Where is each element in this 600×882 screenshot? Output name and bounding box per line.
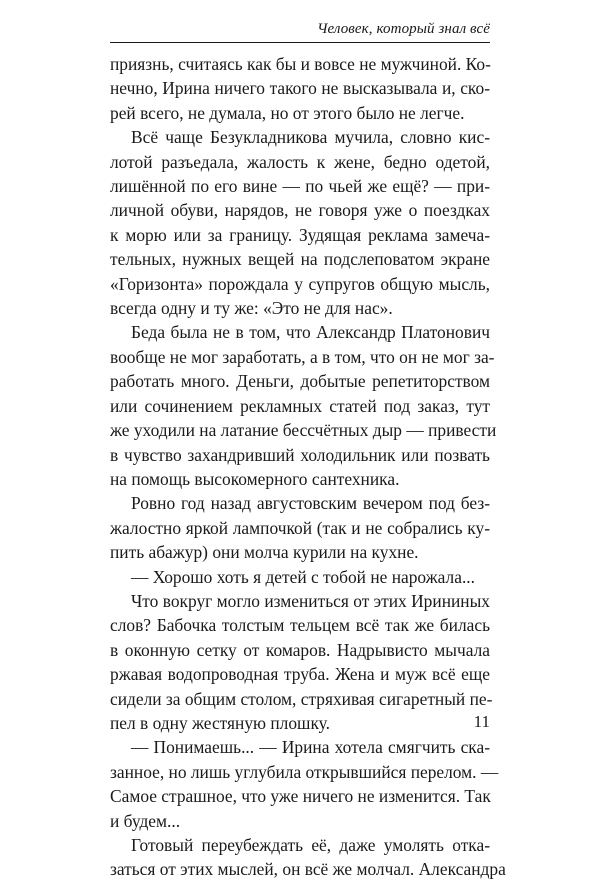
text-line: работать много. Деньги, добытые репетиторством bbox=[110, 371, 490, 392]
text-line: рей всего, не думала, но от этого было не легче. bbox=[110, 102, 465, 123]
paragraph bbox=[110, 320, 497, 491]
text-line: и будем... bbox=[110, 810, 181, 831]
text-line: Что вокруг могло измениться от этих Ирининых bbox=[131, 590, 490, 611]
paragraph bbox=[110, 52, 490, 125]
text-line: «Горизонта» порождала у супругов общую мысль, bbox=[110, 273, 490, 294]
text-line: к морю или за границу. Зудящая реклама замеча- bbox=[110, 224, 490, 245]
running-head-title: Человек, который знал всё bbox=[317, 21, 490, 37]
text-line: лотой разъедала, жалость к жене, бедно одетой, bbox=[110, 151, 490, 172]
text-line: личной обуви, нарядов, не говоря уже о поездках bbox=[110, 200, 490, 221]
text-line: нечно, Ирина ничего такого не высказывала и, ско- bbox=[110, 78, 490, 99]
text-line: всегда одну и ту же: «Это не для нас». bbox=[110, 298, 393, 319]
text-line: ржавая водопроводная труба. Жена и муж всё еще bbox=[110, 664, 490, 685]
paragraph bbox=[110, 565, 490, 589]
paragraph bbox=[110, 833, 506, 882]
text-line: заться от этих мыслей, он всё же молчал. Александра bbox=[110, 859, 506, 880]
text-line: — Хорошо хоть я детей с тобой не нарожала... bbox=[131, 566, 475, 587]
running-head bbox=[110, 16, 490, 43]
body-text bbox=[110, 52, 506, 882]
text-line: Самое страшное, что уже ничего не изменится. Так bbox=[110, 786, 491, 807]
text-line: в оконную сетку от комаров. Надрывисто мычала bbox=[110, 639, 490, 660]
text-line: Всё чаще Безукладникова мучила, словно кис- bbox=[131, 127, 490, 148]
paragraph bbox=[110, 125, 490, 320]
text-line: приязнь, считаясь как бы и вовсе не мужчиной. Ко- bbox=[110, 54, 491, 74]
page-number: 11 bbox=[473, 712, 490, 731]
text-line: Готовый переубеждать её, даже умолять отка- bbox=[131, 835, 490, 855]
text-line: слов? Бабочка толстым тельцем всё так же билась bbox=[110, 615, 490, 636]
text-line: же уходили на латание бессчётных дыр — привести bbox=[110, 420, 497, 441]
text-line: на помощь высокомерного сантехника. bbox=[110, 468, 400, 489]
paragraph bbox=[110, 735, 499, 833]
paragraph bbox=[110, 589, 493, 735]
text-line: в чувство захандривший холодильник или позвать bbox=[110, 444, 490, 465]
text-line: пел в одну жестяную плошку. bbox=[110, 712, 330, 733]
text-line: сидели за общим столом, стряхивая сигаретный пе- bbox=[110, 688, 493, 709]
paragraph bbox=[110, 491, 490, 564]
text-line: тельных, нужных вещей на подслеповатом экране bbox=[110, 249, 490, 270]
text-line: вообще не мог заработать, а в том, что он не мог за- bbox=[110, 346, 495, 367]
text-line: Ровно год назад августовским вечером под без- bbox=[131, 493, 490, 514]
text-line: пить абажур) они молча курили на кухне. bbox=[110, 542, 419, 563]
text-line: — Понимаешь... — Ирина хотела смягчить ска- bbox=[131, 737, 490, 758]
text-line: жалостно яркой лампочкой (так и не собрались ку- bbox=[110, 517, 490, 538]
text-line: лишённой по его вине — по чьей же ещё? — при- bbox=[110, 176, 490, 197]
text-line: Беда была не в том, что Александр Платонович bbox=[131, 322, 490, 343]
text-line: или сочинением рекламных статей под заказ, тут bbox=[110, 395, 490, 416]
text-line: занное, но лишь углубила открывшийся перелом. — bbox=[110, 761, 499, 782]
